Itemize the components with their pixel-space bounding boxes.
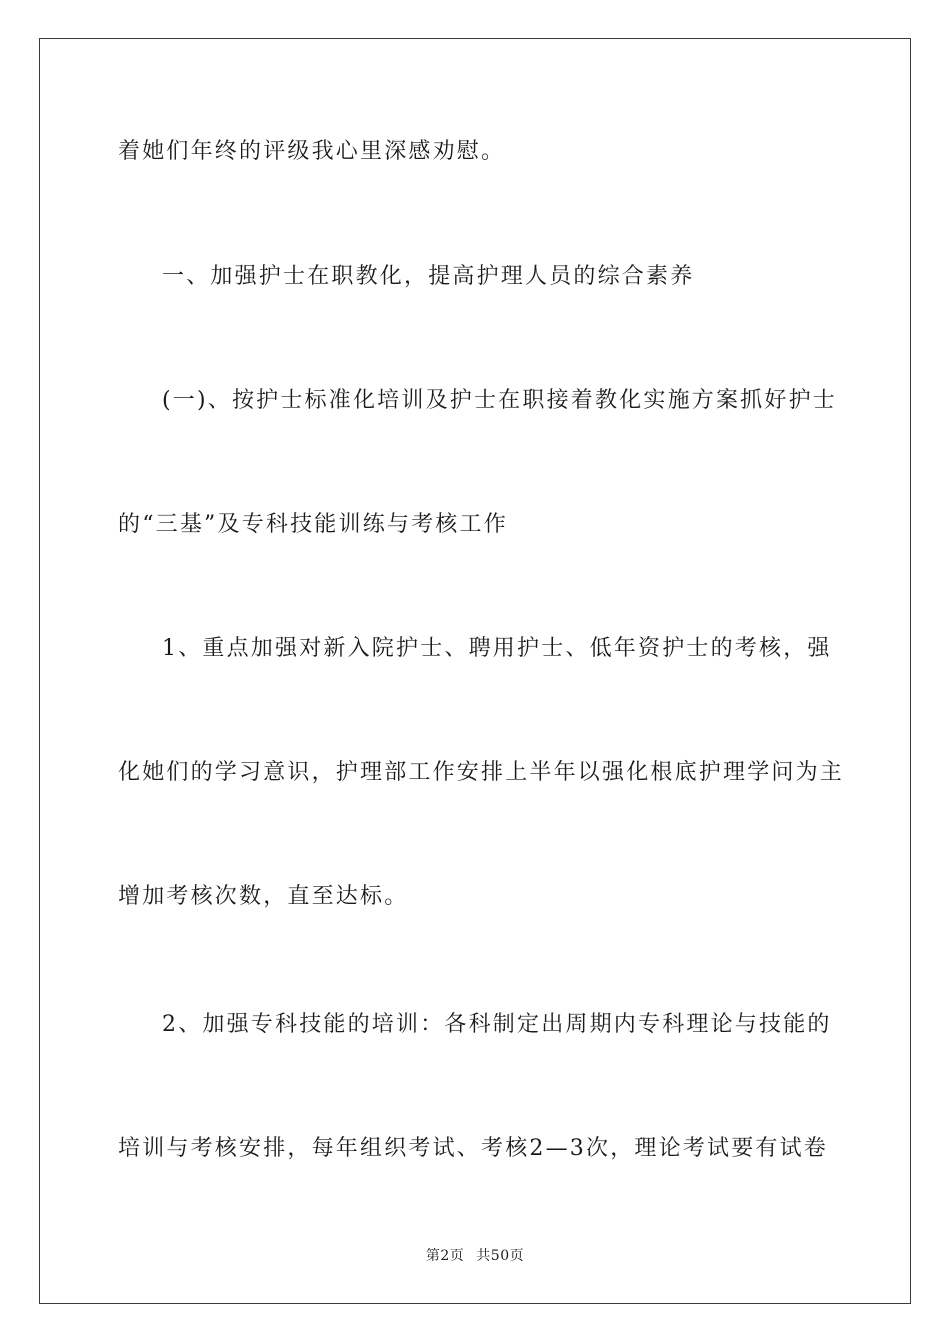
paragraph-line: 培训与考核安排，每年组织考试、考核2—3次，理论考试要有试卷 [118, 1136, 828, 1161]
subsection-heading: (一)、按护士标准化培训及护士在职接着教化实施方案抓好护士 [162, 388, 837, 413]
page-number: 第2页 [425, 1248, 465, 1264]
section-heading: 一、加强护士在职教化，提高护理人员的综合素养 [162, 264, 695, 289]
paragraph-line: 化她们的学习意识，护理部工作安排上半年以强化根底护理学问为主 [118, 760, 845, 785]
page-total: 共50页 [476, 1248, 525, 1264]
paragraph-line: 2、加强专科技能的培训：各科制定出周期内专科理论与技能的 [162, 1012, 832, 1037]
paragraph-line: 1、重点加强对新入院护士、聘用护士、低年资护士的考核，强 [162, 636, 832, 661]
page-border [39, 38, 911, 1304]
subsection-heading-continued: 的“三基”及专科技能训练与考核工作 [118, 512, 508, 537]
page-footer [0, 1247, 950, 1265]
paragraph-line: 增加考核次数，直至达标。 [118, 884, 409, 909]
paragraph-line: 着她们年终的评级我心里深感劝慰。 [118, 139, 506, 164]
